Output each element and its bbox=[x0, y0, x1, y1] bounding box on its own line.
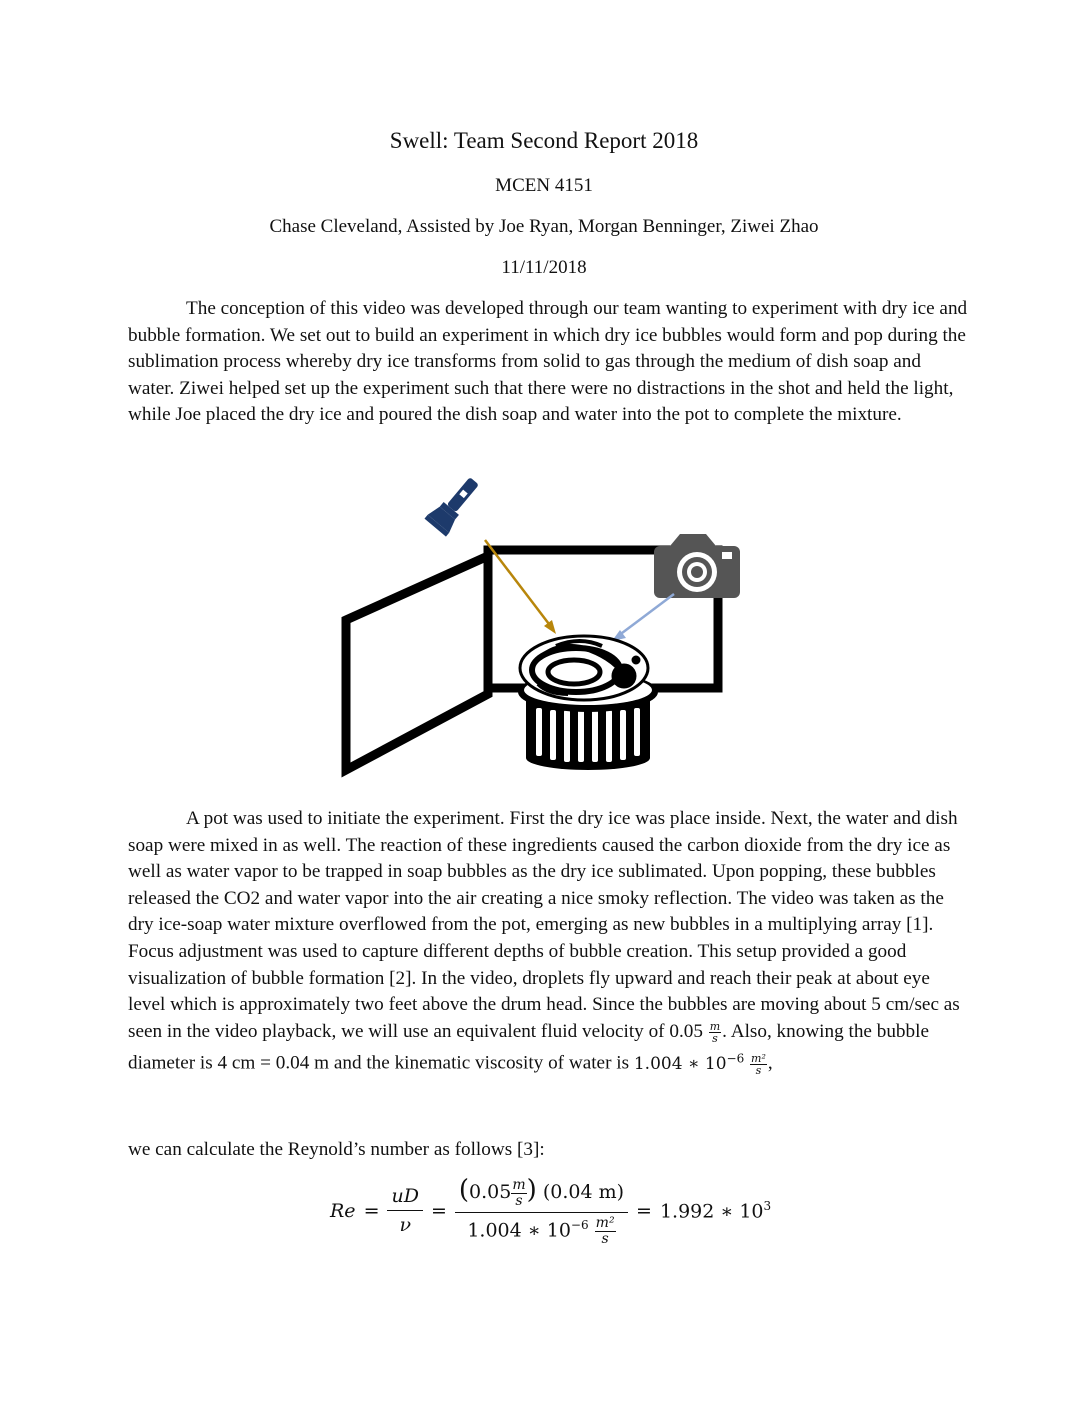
paragraph-reynolds-intro: we can calculate the Reynold’s number as follows [3]: bbox=[128, 1139, 545, 1160]
eq-velocity: 0.05 bbox=[469, 1181, 512, 1203]
authors-line: Chase Cleveland, Assisted by Joe Ryan, Morgan Benninger, Ziwei Zhao bbox=[269, 216, 819, 237]
unit-s-2: s bbox=[755, 1064, 762, 1078]
velocity-unit-fraction bbox=[709, 1021, 721, 1044]
eq-den-exp: −6 bbox=[570, 1217, 589, 1232]
experiment-setup-figure bbox=[330, 470, 750, 785]
document-title: Swell: Team Second Report 2018 bbox=[389, 128, 699, 153]
eq-lhs: Re bbox=[330, 1199, 356, 1222]
paragraph-method-text-2: . Also, knowing the bubble diameter is 4 cm = 0.04 m and the kinematic viscosity of water is bbox=[128, 1020, 929, 1074]
course-code: MCEN 4151 bbox=[495, 175, 593, 196]
eq-ratio bbox=[387, 1185, 422, 1236]
eq-equals-1: = bbox=[363, 1199, 380, 1222]
open-door-panel bbox=[346, 556, 488, 770]
camera-arrow bbox=[618, 594, 674, 636]
paragraph-method bbox=[128, 806, 968, 1078]
eq-main-num: (0.05 $\frac{m}{s}$ ) (0.04 m) bbox=[455, 1175, 628, 1213]
eq-equals-3: = bbox=[636, 1199, 652, 1222]
paragraph-intro bbox=[128, 296, 968, 429]
viscosity-value bbox=[633, 1051, 745, 1074]
reynolds-equation bbox=[330, 1175, 771, 1247]
paragraph-method-text: A pot was used to initiate the experiment. First the dry ice was place inside. Next, the water and dish soap were mixed in as well. The reaction of these ingredients caused the carbon dioxide from the dry ice as well as water vapor to be trapped in soap bubbles as the dry ice sublimated. Upon popping, these bubbles released the CO2 and water vapor into the air creating a nice smoky reflection. The video was taken as the dry ice-soap water mixture overflowed from the pot, emerging as new bubbles in a multiplying array [1]. Focus adjustment was used to capture different depths of bubble creation. This setup provided a good visualization of bubble formation [2]. In the video, droplets fly upward and reach their peak at about eye level which is approximately two feet above the drum head. Since the bubbles are moving about 5 cm/sec as seen in the video playback, we will use an equivalent fluid velocity of 0.05 bbox=[128, 808, 960, 1042]
eq-unit-m2: m² bbox=[595, 1214, 615, 1231]
eq-den-unit bbox=[595, 1216, 616, 1247]
unit-s: s bbox=[712, 1031, 718, 1045]
eq-result-exp: 3 bbox=[763, 1199, 772, 1214]
eq-unit-s-2: s bbox=[601, 1230, 609, 1247]
camera-icon bbox=[654, 534, 740, 598]
eq-length: (0.04 m) bbox=[542, 1181, 625, 1203]
eq-velocity-unit bbox=[511, 1178, 526, 1209]
eq-result-mantissa: 1.992 ∗ 10 bbox=[659, 1200, 764, 1223]
eq-unit-s: s bbox=[515, 1192, 523, 1209]
eq-ratio-den: ν bbox=[399, 1214, 411, 1237]
paragraph-method-end: , bbox=[767, 1053, 773, 1074]
viscosity-mantissa: 1.004 ∗ 10 bbox=[633, 1054, 727, 1074]
report-date: 11/11/2018 bbox=[501, 257, 587, 278]
eq-result bbox=[660, 1199, 771, 1222]
bubbles-icon bbox=[520, 636, 648, 700]
unit-m2: m² bbox=[751, 1052, 766, 1066]
eq-main-fraction bbox=[455, 1175, 628, 1247]
viscosity-exponent: −6 bbox=[726, 1051, 745, 1066]
eq-equals-2: = bbox=[430, 1199, 447, 1222]
flashlight-icon bbox=[424, 472, 485, 537]
paragraph-intro-text: The conception of this video was developed through our team wanting to experiment with dry ice and bubble formation. We set out to build an experiment in which dry ice bubbles would form and pop during the sublimation process whereby dry ice transforms from solid to gas through the medium of dish soap and water. Ziwei helped set up the experiment such that there were no distractions in the shot and held the light, while Joe placed the dry ice and poured the dish soap and water into the pot to complete the mixture. bbox=[128, 298, 968, 426]
unit-m: m bbox=[709, 1019, 721, 1033]
eq-unit-m: m bbox=[512, 1176, 526, 1193]
eq-main-den bbox=[467, 1213, 615, 1247]
eq-ratio-num: uD bbox=[387, 1185, 422, 1211]
viscosity-unit-fraction bbox=[750, 1053, 767, 1076]
eq-den-value: 1.004 ∗ 10 bbox=[467, 1219, 571, 1241]
